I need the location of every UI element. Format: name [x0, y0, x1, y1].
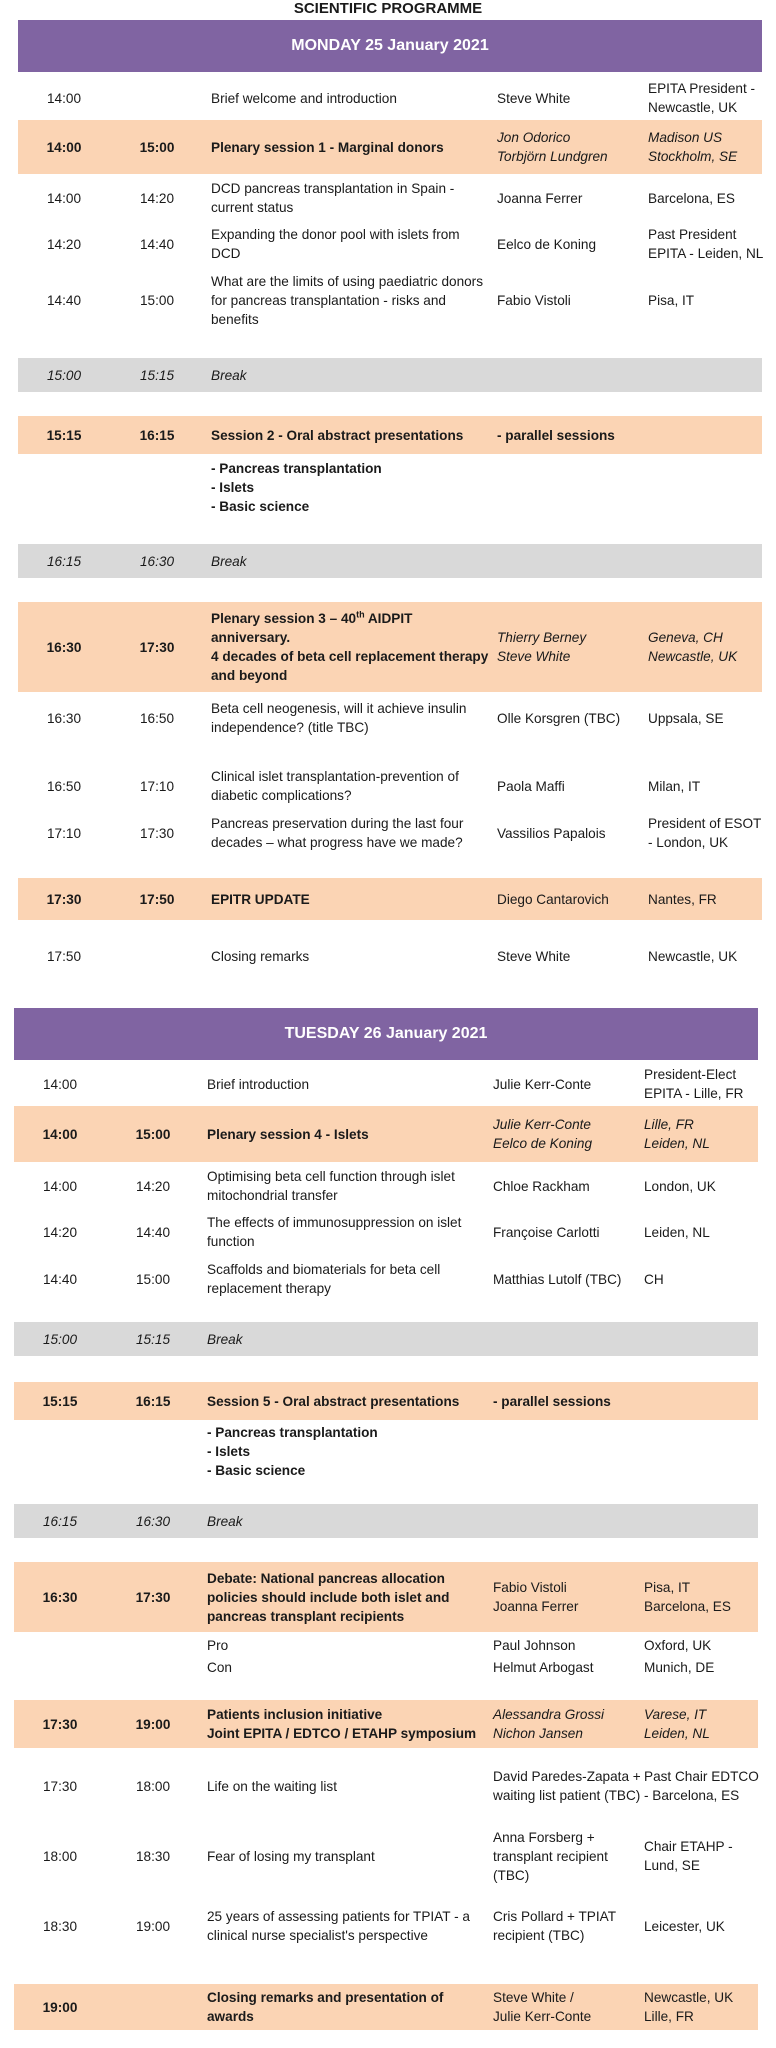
list-item: - Basic science: [207, 1462, 306, 1478]
session-row: 14:00 14:20 DCD pancreas transplantation in Spain - current status Joanna Ferrer Barcelona, ES: [46, 181, 735, 215]
session-row-abstracts: 15:15 16:15 Session 5 - Oral abstract presentations - parallel sessions: [14, 1382, 758, 1420]
session-row: 17:30 18:00 Life on the waiting list David Paredes-Zapata + waiting list patient (TBC) Past Chair EDTCO - Barcelona, ES: [42, 1769, 759, 1803]
session-row: 14:20 14:40 Expanding the donor pool with islets from DCD Eelco de Koning Past President EPITA - Leiden, NL: [46, 227, 764, 261]
session-row: 16:50 17:10 Clinical islet transplantation-prevention of diabetic complications? Paola Maffi Milan, IT: [46, 769, 701, 803]
list-item: - Basic science: [211, 498, 310, 514]
session-row-abstracts: 15:15 16:15 Session 2 - Oral abstract presentations - parallel sessions: [18, 416, 762, 454]
session-row: 17:10 17:30 Pancreas preservation during the last four decades – what progress have we made? Vassilios Papalois President of ESOT - London, UK: [46, 816, 762, 850]
session-row: 14:00 Brief welcome and introduction Steve White EPITA President - Newcastle, UK: [46, 81, 756, 115]
list-item: - Islets: [211, 479, 255, 495]
debate-con-row: Con Helmut Arbogast Munich, DE: [207, 1659, 715, 1675]
session-row: 16:30 16:50 Beta cell neogenesis, will it achieve insulin independence? (title TBC) Olle Korsgren (TBC) Uppsala, SE: [46, 701, 724, 735]
session-row: 14:40 15:00 What are the limits of using paediatric donors for pancreas transplantation - risks and benefits Fabio Vistoli Pisa, IT: [46, 273, 695, 327]
session-row: 14:00 14:20 Optimising beta cell function through islet mitochondrial transfer Chloe Rackham London, UK: [42, 1169, 716, 1203]
abstract-topics-list: [18, 458, 762, 516]
plenary-row: 17:30 17:50 EPITR UPDATE Diego Cantarovich Nantes, FR: [18, 878, 762, 920]
session-row: 14:00 Brief introduction Julie Kerr-Conte President-Elect EPITA - Lille, FR: [42, 1067, 744, 1101]
day-header-monday: MONDAY 25 January 2021: [18, 20, 762, 72]
break-row: 16:15 16:30 Break: [14, 1504, 758, 1538]
plenary-row: 14:00 15:00 Plenary session 4 - Islets Julie Kerr-Conte Eelco de Koning Lille, FR Leiden, NL: [14, 1106, 758, 1162]
session-row: 17:50 Closing remarks Steve White Newcastle, UK: [46, 948, 738, 964]
list-item: - Pancreas transplantation: [207, 1424, 378, 1440]
page-title: SCIENTIFIC PROGRAMME: [293, 0, 483, 17]
debate-pro-row: Pro Paul Johnson Oxford, UK: [207, 1637, 712, 1653]
plenary-row: 14:00 15:00 Plenary session 1 - Marginal donors Jon Odorico Torbjörn Lundgren Madison US Stockholm, SE: [18, 120, 762, 174]
list-item: - Islets: [207, 1443, 251, 1459]
session-row: 14:20 14:40 The effects of immunosuppression on islet function Françoise Carlotti Leiden, NL: [42, 1215, 710, 1249]
day-header-tuesday: TUESDAY 26 January 2021: [14, 1008, 758, 1060]
list-item: - Pancreas transplantation: [211, 460, 382, 476]
break-row: 16:15 16:30 Break: [18, 544, 762, 578]
closing-row: 19:00 Closing remarks and presentation of awards Steve White / Julie Kerr-Conte Newcastle, UK Lille, FR: [14, 1984, 758, 2030]
plenary-row: 16:30 17:30 Plenary session 3 – 40th AIDPIT anniversary. 4 decades of beta cell replacement therapy and beyond Thierry Berney Steve White Geneva, CH Newcastle, UK: [18, 602, 762, 692]
session-row: 14:40 15:00 Scaffolds and biomaterials for beta cell replacement therapy Matthias Lutolf (TBC) CH: [42, 1262, 664, 1296]
debate-row: 16:30 17:30 Debate: National pancreas allocation policies should include both islet and pancreas transplant recipients Fabio Vistoli Joanna Ferrer Pisa, IT Barcelona, ES: [14, 1562, 758, 1632]
break-row: 15:00 15:15 Break: [14, 1322, 758, 1356]
break-row: 15:00 15:15 Break: [18, 358, 762, 392]
abstract-topics-list: [14, 1422, 758, 1480]
plenary-row: 17:30 19:00 Patients inclusion initiative Joint EPITA / EDTCO / ETAHP symposium Alessandra Grossi Nichon Jansen Varese, IT Leiden, NL: [14, 1700, 758, 1748]
session-row: 18:30 19:00 25 years of assessing patients for TPIAT - a clinical nurse specialist's perspective Cris Pollard + TPIAT recipient (TBC) Leicester, UK: [42, 1909, 725, 1943]
session-row: 18:00 18:30 Fear of losing my transplant Anna Forsberg + transplant recipient (TBC) Chair ETAHP - Lund, SE: [42, 1829, 733, 1883]
